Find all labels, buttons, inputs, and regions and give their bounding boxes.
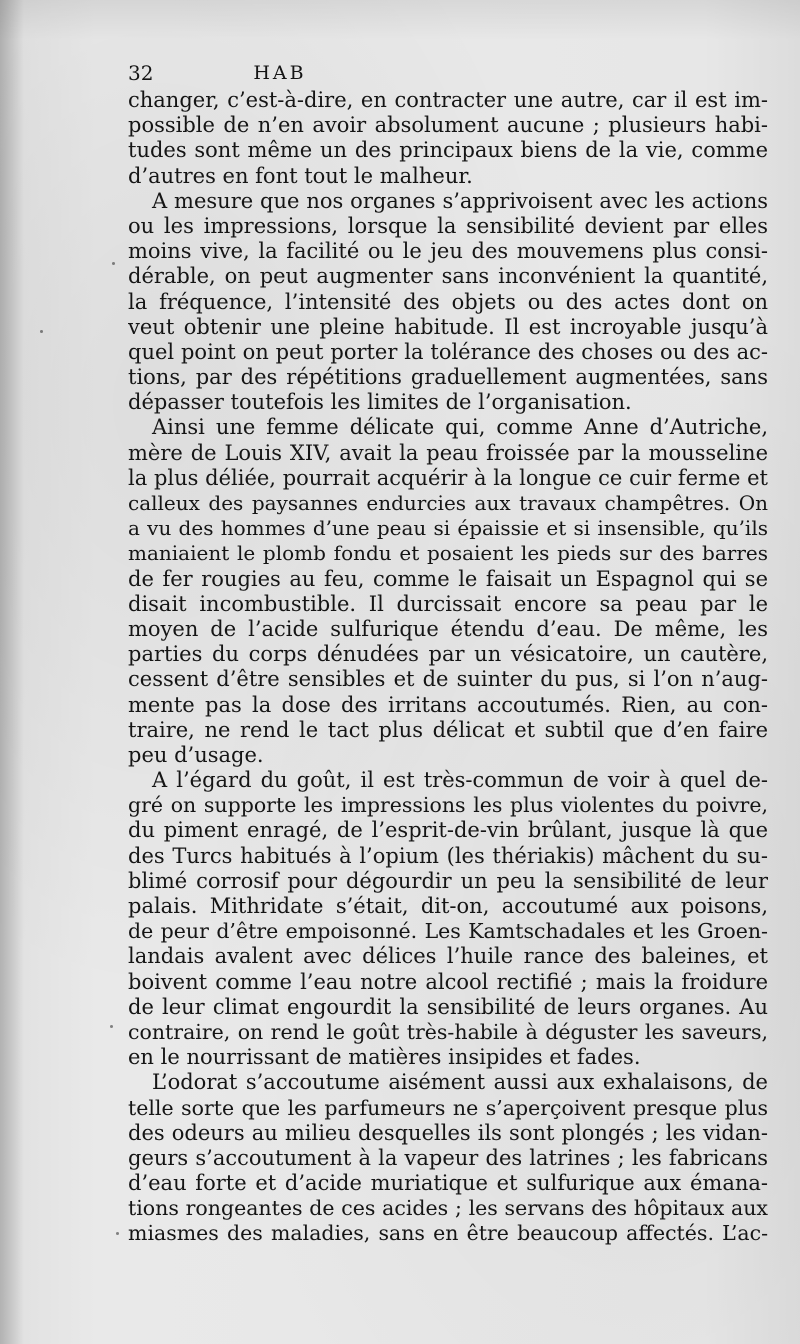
text-line: du piment enragé, de l’esprit-de-vin brûlant, jusque là que — [128, 818, 768, 843]
text-line: des Turcs habitués à l’opium (les thériakis) mâchent du su- — [128, 843, 768, 868]
text-line: Ainsi une femme délicate qui, comme Anne d’Autriche, — [152, 415, 768, 440]
text-line: parties du corps dénudées par un vésicatoire, un cautère, — [128, 642, 768, 667]
text-line: palais. Mithridate s’était, dit-on, accoutumé aux poisons, — [128, 894, 768, 918]
text-line: A l’égard du goût, il est très-commun de voir à quel de- — [152, 768, 768, 793]
text-line: d’autres en font tout le malheur. — [128, 163, 473, 188]
text-line: traire, ne rend le tact plus délicat et subtil que d’en faire — [128, 717, 768, 742]
text-line: blimé corrosif pour dégourdir un peu la sensibilité de leur — [128, 868, 768, 893]
text-line: telle sorte que les parfumeurs ne s’aperçoivent presque plus — [128, 1095, 768, 1120]
text-line: changer, c’est-à-dire, en contracter une autre, car il est im- — [128, 88, 768, 112]
running-head — [128, 58, 768, 88]
text-line: la plus déliée, pourrait acquérir à la longue ce cuir ferme et — [128, 465, 768, 490]
text-line: tions rongeantes de ces acides ; les servans des hôpitaux aux — [128, 1196, 768, 1221]
paper-speck — [110, 1025, 113, 1028]
text-line: cessent d’être sensibles et de suinter du pus, si l’on n’aug- — [128, 667, 768, 692]
text-line: ou les impressions, lorsque la sensibilité devient par elles — [128, 213, 768, 238]
text-line: boivent comme l’eau notre alcool rectifié ; mais la froidure — [128, 969, 768, 994]
text-line: tions, par des répétitions graduellement augmentées, sans — [128, 365, 768, 390]
text-line: mente pas la dose des irritans accoutumés. Rien, au con- — [128, 692, 768, 717]
running-title: HAB — [253, 62, 307, 84]
text-line: tudes sont même un des principaux biens de la vie, comme — [128, 138, 768, 163]
text-line: dérable, on peut augmenter sans inconvénient la quantité, — [128, 264, 768, 289]
text-line: gré on supporte les impressions les plus violentes du poivre, — [128, 793, 768, 818]
text-line: moyen de l’acide sulfurique étendu d’eau. De même, les — [128, 616, 768, 641]
page-number: 32 — [128, 61, 154, 85]
text-line: en le nourrissant de matières insipides et fades. — [128, 1045, 641, 1070]
paper-speck — [40, 330, 43, 333]
text-line: A mesure que nos organes s’apprivoisent avec les actions — [152, 188, 768, 213]
text-line: possible de n’en avoir absolument aucune ; plusieurs habi- — [128, 113, 768, 138]
text-line: de fer rougies au feu, comme le faisait un Espagnol qui se — [128, 566, 768, 591]
text-line: dépasser toutefois les limites de l’organisation. — [128, 390, 632, 415]
text-line: contraire, on rend le goût très-habile à déguster les saveurs, — [128, 1019, 768, 1044]
text-line: moins vive, la facilité ou le jeu des mouvemens plus consi- — [128, 239, 768, 264]
text-line: miasmes des maladies, sans en être beaucoup affectés. L’ac- — [128, 1221, 768, 1246]
text-line: veut obtenir une pleine habitude. Il est incroyable jusqu’à — [128, 314, 768, 339]
text-line: a vu des hommes d’une peau si épaissie et si insensible, qu’ils — [128, 516, 768, 541]
body-text — [128, 88, 768, 1247]
text-line: maniaient le plomb fondu et posaient les pieds sur des barres — [128, 541, 768, 566]
text-line: des odeurs au milieu desquelles ils sont plongés ; les vidan- — [128, 1120, 768, 1145]
text-line: quel point on peut porter la tolérance des choses ou des ac- — [128, 339, 768, 364]
text-line: landais avalent avec délices l’huile rance des baleines, et — [128, 944, 768, 969]
page-gutter-shadow — [0, 0, 24, 1344]
paper-speck — [116, 1232, 119, 1235]
text-line: calleux des paysannes endurcies aux travaux champêtres. On — [128, 491, 768, 515]
text-line: mère de Louis XIV, avait la peau froissée par la mousseline — [128, 440, 768, 465]
text-line: la fréquence, l’intensité des objets ou des actes dont on — [128, 289, 768, 314]
paper-speck — [112, 262, 115, 265]
text-line: de leur climat engourdit la sensibilité de leurs organes. Au — [128, 994, 768, 1019]
text-line: disait incombustible. Il durcissait encore sa peau par le — [128, 591, 768, 616]
text-line: L’odorat s’accoutume aisément aussi aux exhalaisons, de — [152, 1070, 768, 1095]
text-line: geurs s’accoutument à la vapeur des latrines ; les fabricans — [128, 1145, 768, 1170]
page-top-shadow — [0, 0, 800, 40]
text-line: d’eau forte et d’acide muriatique et sulfurique aux émana- — [128, 1171, 768, 1196]
text-line: de peur d’être empoisonné. Les Kamtschadales et les Groen- — [128, 919, 768, 944]
text-line: peu d’usage. — [128, 742, 264, 767]
